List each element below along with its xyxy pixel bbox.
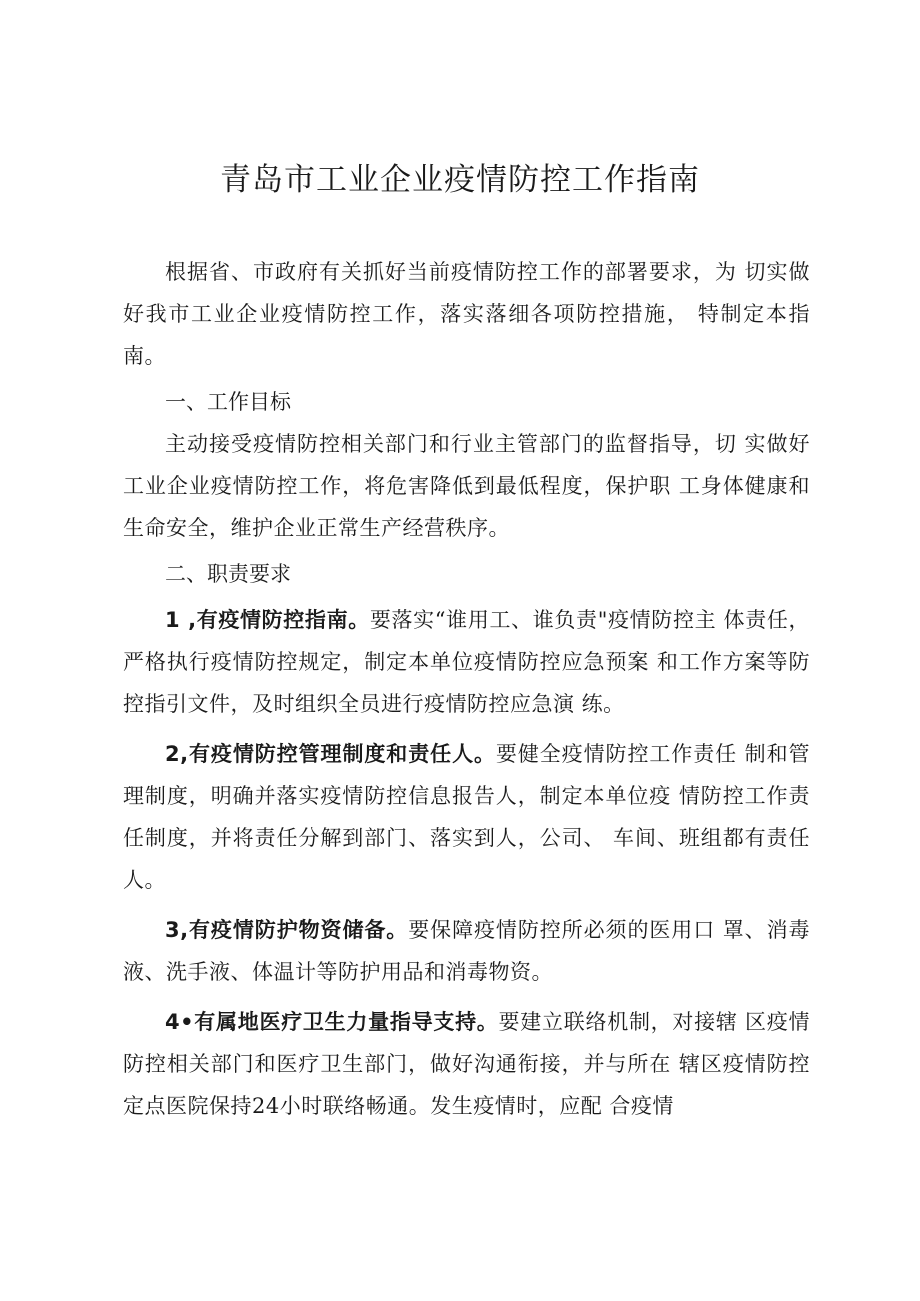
duty-item-2-lead: 2,有疫情防控管理制度和责任人。 <box>165 742 496 766</box>
section-heading-duties: 二、职责要求 <box>165 562 291 586</box>
duty-item-4-lead: 4•有属地医疗卫生力量指导支持。 <box>165 1010 499 1034</box>
document-body <box>123 251 810 1127</box>
duty-item-1-lead: 1 ,有疫情防控指南。 <box>165 608 370 632</box>
duty-item-3 <box>123 909 810 993</box>
duty-item-4 <box>123 1001 810 1127</box>
duty-item-3-text: 要保障疫情防控所必须的医用口 罩、消毒液、洗手液、体温计等防护用品和消毒物资。 <box>123 918 810 984</box>
duty-item-4-text: 要建立联络机制，对接辖 区疫情防控相关部门和医疗卫生部门，做好沟通衔接，并与所在 辖区疫情防控定点医院保持24小时联络畅通。发生疫情时，应配 合疫情 <box>123 1010 810 1118</box>
document-title: 青岛市工业企业疫情防控工作指南 <box>220 162 700 198</box>
duty-item-1-text: 要落实“谁用工、谁负责"疫情防控主 体责任，严格执行疫情防控规定，制定本单位疫情防控应急预案 和工作方案等防控指引文件，及时组织全员进行疫情防控应急演 练。 <box>123 608 810 716</box>
duty-item-2 <box>123 733 810 901</box>
intro-paragraph: 根据省、市政府有关抓好当前疫情防控工作的部署要求，为 切实做好我市工业企业疫情防控工作，落实落细各项防控措施， 特制定本指南。 <box>123 260 810 368</box>
goals-paragraph: 主动接受疫情防控相关部门和行业主管部门的监督指导，切 实做好工业企业疫情防控工作，将危害降低到最低程度，保护职 工身体健康和生命安全，维护企业正常生产经营秩序。 <box>123 432 810 540</box>
duty-item-2-text: 要健全疫情防控工作责任 制和管理制度，明确并落实疫情防控信息报告人，制定本单位疫 情防控工作责任制度，并将责任分解到部门、落实到人，公司、 车间、班组都有责任人。 <box>123 742 810 892</box>
duty-item-3-lead: 3,有疫情防护物资储备。 <box>165 918 409 942</box>
section-heading-goals: 一、工作目标 <box>165 390 291 414</box>
duty-item-1 <box>123 599 810 725</box>
